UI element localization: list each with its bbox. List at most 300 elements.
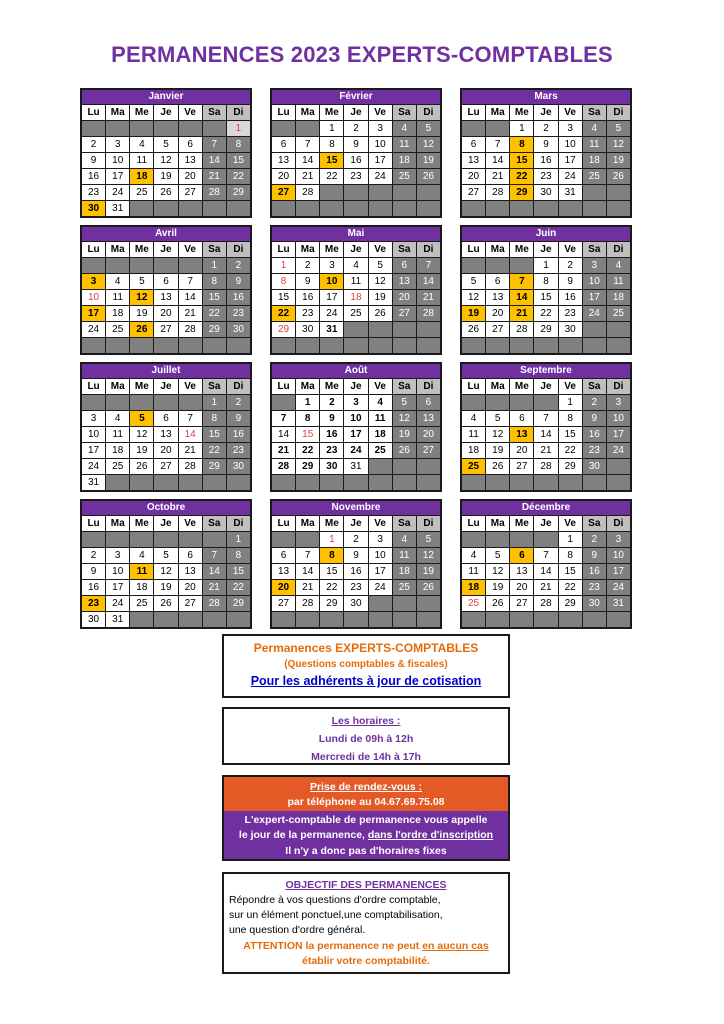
empty-cell — [462, 121, 485, 136]
day-cell: 27 — [154, 459, 177, 474]
day-cell: 9 — [82, 153, 105, 168]
day-cell: 18 — [393, 153, 416, 168]
weekday-header: Sa — [393, 516, 416, 531]
day-cell: 9 — [227, 411, 250, 426]
weekday-header: Ma — [106, 516, 129, 531]
empty-cell — [607, 338, 630, 353]
day-cell: 5 — [486, 548, 509, 563]
info-title: Permanences EXPERTS-COMPTABLES — [253, 641, 479, 655]
day-cell: 28 — [417, 306, 440, 321]
empty-cell — [583, 185, 606, 200]
day-cell: 8 — [203, 274, 226, 289]
empty-cell — [106, 121, 129, 136]
info-box-hours — [222, 707, 510, 765]
day-cell: 7 — [272, 411, 295, 426]
day-cell: 5 — [607, 121, 630, 136]
day-cell: 23 — [320, 443, 343, 458]
empty-cell — [320, 201, 343, 216]
day-cell: 13 — [272, 153, 295, 168]
empty-cell — [583, 322, 606, 337]
day-cell: 30 — [82, 612, 105, 627]
weekday-header: Di — [607, 105, 630, 120]
day-cell: 7 — [203, 137, 226, 152]
day-cell: 15 — [203, 427, 226, 442]
day-cell: 27 — [393, 306, 416, 321]
permanence-day-cell: 5 — [130, 411, 153, 426]
day-cell: 7 — [534, 548, 557, 563]
day-cell: 6 — [272, 137, 295, 152]
empty-cell — [393, 338, 416, 353]
empty-cell — [559, 201, 582, 216]
day-cell: 4 — [130, 548, 153, 563]
empty-cell — [106, 338, 129, 353]
permanence-day-cell: 18 — [462, 580, 485, 595]
day-cell: 22 — [559, 443, 582, 458]
empty-cell — [417, 185, 440, 200]
permanence-day-cell: 19 — [462, 306, 485, 321]
members-link[interactable]: Pour les adhérents à jour de cotisation — [250, 674, 482, 688]
day-cell: 22 — [203, 443, 226, 458]
day-cell: 18 — [583, 153, 606, 168]
month-mars — [460, 88, 632, 218]
empty-cell — [393, 459, 416, 474]
day-cell: 20 — [272, 169, 295, 184]
weekday-header: Lu — [272, 242, 295, 257]
weekday-header: Lu — [272, 379, 295, 394]
day-cell: 16 — [320, 427, 343, 442]
day-cell: 28 — [203, 596, 226, 611]
weekday-header: Ve — [179, 379, 202, 394]
weekday-header: Me — [320, 242, 343, 257]
day-cell: 16 — [559, 290, 582, 305]
weekday-header: Me — [320, 105, 343, 120]
day-cell: 30 — [344, 596, 367, 611]
empty-cell — [462, 395, 485, 410]
day-cell: 15 — [227, 153, 250, 168]
weekday-header: Me — [320, 379, 343, 394]
day-cell: 21 — [486, 169, 509, 184]
holiday-day-cell: 18 — [344, 290, 367, 305]
empty-cell — [393, 596, 416, 611]
day-cell: 11 — [130, 153, 153, 168]
day-cell: 30 — [227, 322, 250, 337]
weekday-header: Ve — [369, 105, 392, 120]
weekday-header: Ma — [296, 516, 319, 531]
day-cell: 5 — [462, 274, 485, 289]
day-cell: 3 — [369, 121, 392, 136]
permanence-day-cell: 25 — [462, 459, 485, 474]
empty-cell — [369, 338, 392, 353]
day-cell: 8 — [203, 411, 226, 426]
permanence-day-cell: 13 — [510, 427, 533, 442]
weekday-header: Ve — [559, 516, 582, 531]
day-cell: 3 — [320, 258, 343, 273]
day-cell: 19 — [607, 153, 630, 168]
weekday-header: Di — [417, 516, 440, 531]
empty-cell — [106, 532, 129, 547]
weekday-header: Me — [130, 379, 153, 394]
info-box-objective — [222, 872, 510, 974]
day-cell: 26 — [417, 169, 440, 184]
appointment-line-2 — [224, 826, 508, 841]
empty-cell — [607, 185, 630, 200]
empty-cell — [344, 185, 367, 200]
day-cell: 8 — [227, 137, 250, 152]
day-cell: 6 — [179, 137, 202, 152]
day-cell: 17 — [82, 443, 105, 458]
empty-cell — [179, 475, 202, 490]
day-cell: 17 — [369, 153, 392, 168]
day-cell: 20 — [154, 306, 177, 321]
empty-cell — [154, 258, 177, 273]
day-cell: 12 — [486, 427, 509, 442]
day-cell: 23 — [344, 169, 367, 184]
day-cell: 12 — [130, 427, 153, 442]
permanence-day-cell: 20 — [272, 580, 295, 595]
day-cell: 21 — [417, 290, 440, 305]
day-cell: 20 — [179, 580, 202, 595]
hours-monday: Lundi de 09h à 12h — [318, 733, 414, 745]
day-cell: 11 — [462, 564, 485, 579]
month-name: Juin — [462, 227, 630, 241]
empty-cell — [486, 475, 509, 490]
weekday-header: Je — [534, 516, 557, 531]
empty-cell — [82, 532, 105, 547]
appointment-header — [224, 777, 508, 811]
day-cell: 14 — [486, 153, 509, 168]
empty-cell — [417, 459, 440, 474]
day-cell: 26 — [417, 580, 440, 595]
day-cell: 21 — [179, 306, 202, 321]
day-cell: 1 — [320, 121, 343, 136]
day-cell: 16 — [583, 564, 606, 579]
objective-heading: OBJECTIF DES PERMANENCES — [285, 879, 447, 891]
day-cell: 2 — [344, 121, 367, 136]
empty-cell — [296, 201, 319, 216]
day-cell: 4 — [344, 258, 367, 273]
empty-cell — [369, 475, 392, 490]
empty-cell — [154, 612, 177, 627]
day-cell: 9 — [296, 274, 319, 289]
day-cell: 19 — [417, 564, 440, 579]
empty-cell — [369, 322, 392, 337]
holiday-day-cell: 15 — [296, 427, 319, 442]
empty-cell — [272, 612, 295, 627]
empty-cell — [417, 338, 440, 353]
day-cell: 15 — [559, 564, 582, 579]
month-name: Juillet — [82, 364, 250, 378]
weekday-header: Je — [344, 105, 367, 120]
day-cell: 31 — [82, 475, 105, 490]
day-cell: 23 — [559, 306, 582, 321]
holiday-day-cell: 1 — [320, 532, 343, 547]
empty-cell — [486, 532, 509, 547]
empty-cell — [344, 612, 367, 627]
empty-cell — [344, 322, 367, 337]
permanence-day-cell: 6 — [510, 548, 533, 563]
weekday-header: Di — [227, 379, 250, 394]
empty-cell — [227, 201, 250, 216]
empty-cell — [486, 121, 509, 136]
day-cell: 10 — [607, 411, 630, 426]
day-cell: 28 — [179, 322, 202, 337]
day-cell: 18 — [462, 443, 485, 458]
day-cell: 1 — [559, 532, 582, 547]
day-cell: 28 — [272, 459, 295, 474]
holiday-day-cell: 10 — [82, 290, 105, 305]
empty-cell — [583, 612, 606, 627]
day-cell: 23 — [296, 306, 319, 321]
day-cell: 29 — [203, 459, 226, 474]
empty-cell — [296, 338, 319, 353]
empty-cell — [296, 121, 319, 136]
empty-cell — [106, 258, 129, 273]
day-cell: 9 — [534, 137, 557, 152]
day-cell: 7 — [417, 258, 440, 273]
day-cell: 27 — [417, 443, 440, 458]
month-name: Novembre — [272, 501, 440, 515]
day-cell: 24 — [607, 443, 630, 458]
day-cell: 6 — [510, 411, 533, 426]
day-cell: 18 — [393, 564, 416, 579]
month-août — [270, 362, 442, 492]
weekday-header: Me — [130, 242, 153, 257]
day-cell: 5 — [417, 121, 440, 136]
day-cell: 28 — [296, 185, 319, 200]
permanence-day-cell: 15 — [510, 153, 533, 168]
day-cell: 10 — [344, 411, 367, 426]
day-cell: 28 — [296, 596, 319, 611]
day-cell: 24 — [583, 306, 606, 321]
day-cell: 9 — [559, 274, 582, 289]
permanence-day-cell: 22 — [272, 306, 295, 321]
empty-cell — [130, 612, 153, 627]
day-cell: 15 — [227, 564, 250, 579]
month-mai — [270, 225, 442, 355]
day-cell: 12 — [462, 290, 485, 305]
empty-cell — [510, 201, 533, 216]
empty-cell — [559, 475, 582, 490]
day-cell: 4 — [106, 274, 129, 289]
day-cell: 6 — [417, 395, 440, 410]
appointment-details — [224, 811, 508, 859]
empty-cell — [369, 201, 392, 216]
day-cell: 18 — [106, 306, 129, 321]
permanence-day-cell: 23 — [82, 596, 105, 611]
day-cell: 25 — [106, 322, 129, 337]
day-cell: 26 — [486, 459, 509, 474]
objective-warning-2: établir votre comptabilité. — [302, 955, 430, 967]
day-cell: 13 — [154, 290, 177, 305]
empty-cell — [417, 475, 440, 490]
day-cell: 1 — [296, 395, 319, 410]
weekday-header: Lu — [462, 379, 485, 394]
day-cell: 2 — [82, 137, 105, 152]
empty-cell — [179, 395, 202, 410]
day-cell: 28 — [534, 596, 557, 611]
empty-cell — [203, 475, 226, 490]
weekday-header: Ve — [559, 379, 582, 394]
day-cell: 19 — [130, 443, 153, 458]
day-cell: 24 — [320, 306, 343, 321]
day-cell: 27 — [272, 596, 295, 611]
permanence-day-cell: 17 — [82, 306, 105, 321]
day-cell: 14 — [203, 153, 226, 168]
weekday-header: Je — [534, 379, 557, 394]
empty-cell — [320, 185, 343, 200]
empty-cell — [296, 532, 319, 547]
holiday-day-cell: 14 — [179, 427, 202, 442]
empty-cell — [607, 612, 630, 627]
appointment-line-2a: le jour de la permanence, — [238, 829, 368, 841]
day-cell: 23 — [534, 169, 557, 184]
day-cell: 22 — [227, 580, 250, 595]
empty-cell — [369, 596, 392, 611]
empty-cell — [534, 532, 557, 547]
weekday-header: Je — [534, 105, 557, 120]
day-cell: 14 — [203, 564, 226, 579]
weekday-header: Ve — [369, 379, 392, 394]
weekday-header: Ma — [486, 105, 509, 120]
month-name: Septembre — [462, 364, 630, 378]
day-cell: 11 — [583, 137, 606, 152]
permanence-day-cell: 11 — [130, 564, 153, 579]
day-cell: 7 — [296, 548, 319, 563]
month-grid — [82, 378, 250, 490]
info-box-permanences — [222, 634, 510, 698]
empty-cell — [607, 475, 630, 490]
month-octobre — [80, 499, 252, 629]
day-cell: 8 — [227, 548, 250, 563]
empty-cell — [320, 612, 343, 627]
permanence-day-cell: 8 — [510, 137, 533, 152]
day-cell: 16 — [534, 153, 557, 168]
day-cell: 30 — [227, 459, 250, 474]
day-cell: 14 — [417, 274, 440, 289]
month-name: Octobre — [82, 501, 250, 515]
weekday-header: Lu — [272, 105, 295, 120]
month-grid — [272, 241, 440, 353]
appointment-line-3: Il n'y a donc pas d'horaires fixes — [285, 845, 447, 857]
weekday-header: Je — [154, 105, 177, 120]
day-cell: 17 — [106, 169, 129, 184]
day-cell: 24 — [82, 459, 105, 474]
permanence-day-cell: 14 — [510, 290, 533, 305]
day-cell: 19 — [154, 580, 177, 595]
day-cell: 30 — [534, 185, 557, 200]
day-cell: 23 — [227, 306, 250, 321]
day-cell: 9 — [583, 411, 606, 426]
month-juillet — [80, 362, 252, 492]
day-cell: 29 — [320, 596, 343, 611]
day-cell: 26 — [462, 322, 485, 337]
empty-cell — [154, 201, 177, 216]
day-cell: 1 — [534, 258, 557, 273]
day-cell: 2 — [583, 532, 606, 547]
weekday-header: Je — [534, 242, 557, 257]
day-cell: 7 — [179, 411, 202, 426]
month-grid — [272, 378, 440, 490]
empty-cell — [154, 338, 177, 353]
weekday-header: Sa — [393, 242, 416, 257]
day-cell: 16 — [227, 427, 250, 442]
empty-cell — [106, 395, 129, 410]
day-cell: 8 — [296, 411, 319, 426]
day-cell: 3 — [369, 532, 392, 547]
day-cell: 10 — [607, 548, 630, 563]
empty-cell — [344, 201, 367, 216]
permanence-day-cell: 22 — [510, 169, 533, 184]
day-cell: 30 — [320, 459, 343, 474]
day-cell: 30 — [296, 322, 319, 337]
day-cell: 29 — [227, 596, 250, 611]
day-cell: 26 — [154, 596, 177, 611]
objective-warning-1 — [224, 940, 508, 952]
day-cell: 19 — [486, 443, 509, 458]
day-cell: 22 — [296, 443, 319, 458]
empty-cell — [272, 121, 295, 136]
day-cell: 16 — [227, 290, 250, 305]
objective-line-2: sur un élément ponctuel,une comptabilisation, — [229, 909, 443, 921]
empty-cell — [417, 201, 440, 216]
permanence-day-cell: 27 — [272, 185, 295, 200]
day-cell: 20 — [393, 290, 416, 305]
day-cell: 20 — [417, 427, 440, 442]
day-cell: 26 — [154, 185, 177, 200]
day-cell: 24 — [369, 169, 392, 184]
day-cell: 16 — [82, 169, 105, 184]
day-cell: 17 — [583, 290, 606, 305]
day-cell: 21 — [296, 169, 319, 184]
day-cell: 25 — [130, 185, 153, 200]
day-cell: 6 — [154, 411, 177, 426]
day-cell: 4 — [462, 548, 485, 563]
empty-cell — [272, 395, 295, 410]
month-grid — [272, 104, 440, 216]
empty-cell — [583, 201, 606, 216]
day-cell: 13 — [417, 411, 440, 426]
weekday-header: Lu — [462, 516, 485, 531]
empty-cell — [462, 201, 485, 216]
day-cell: 19 — [486, 580, 509, 595]
empty-cell — [179, 612, 202, 627]
day-cell: 5 — [393, 395, 416, 410]
empty-cell — [510, 612, 533, 627]
day-cell: 3 — [559, 121, 582, 136]
holiday-day-cell: 8 — [272, 274, 295, 289]
day-cell: 12 — [417, 137, 440, 152]
empty-cell — [179, 121, 202, 136]
day-cell: 14 — [296, 153, 319, 168]
month-décembre — [460, 499, 632, 629]
day-cell: 29 — [227, 185, 250, 200]
day-cell: 11 — [393, 548, 416, 563]
day-cell: 16 — [583, 427, 606, 442]
empty-cell — [462, 475, 485, 490]
empty-cell — [227, 612, 250, 627]
empty-cell — [179, 258, 202, 273]
day-cell: 14 — [296, 564, 319, 579]
day-cell: 3 — [583, 258, 606, 273]
day-cell: 5 — [486, 411, 509, 426]
weekday-header: Lu — [82, 242, 105, 257]
day-cell: 31 — [106, 201, 129, 216]
weekday-header: Di — [227, 105, 250, 120]
permanence-day-cell: 7 — [510, 274, 533, 289]
day-cell: 19 — [130, 306, 153, 321]
weekday-header: Me — [510, 242, 533, 257]
day-cell: 29 — [296, 459, 319, 474]
